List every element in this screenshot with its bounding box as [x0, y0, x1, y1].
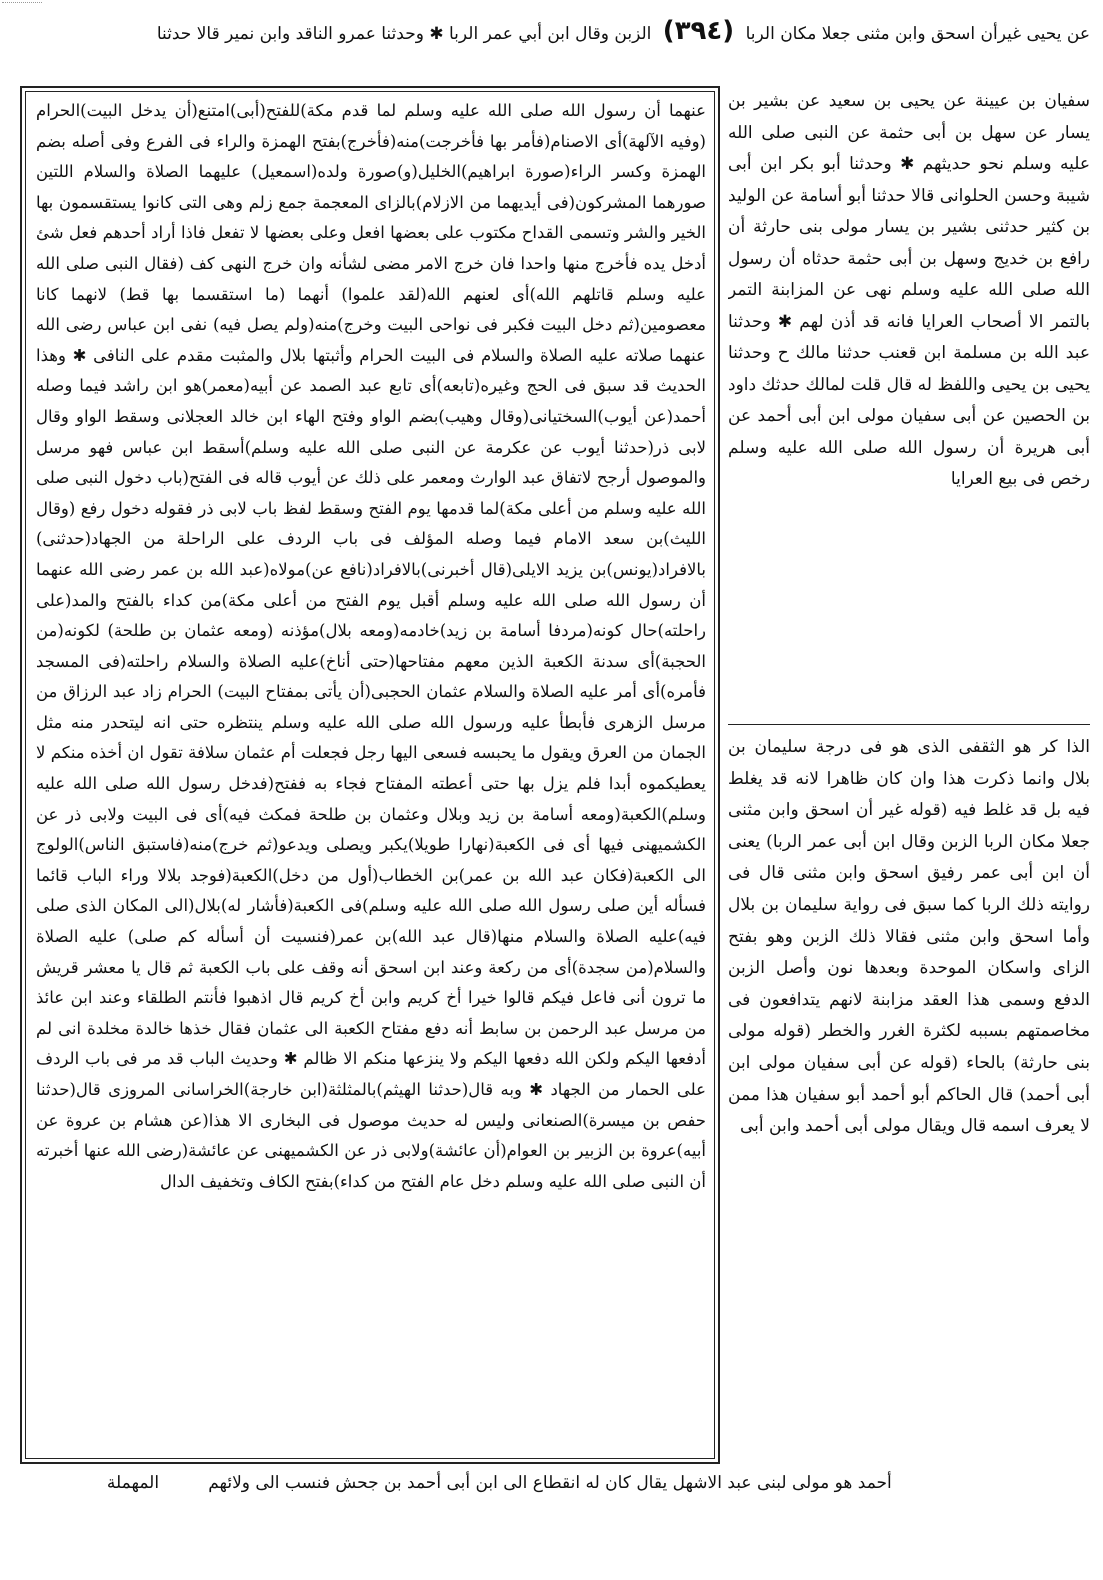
page-number: (٣٩٤)	[662, 16, 735, 46]
header-left-text: الزبن وقال ابن أبي عمر الربا ✱ وحدثنا عمرو الناقد وابن نمير قالا حدثنا	[156, 24, 652, 44]
catchword: المهملة	[106, 1473, 160, 1493]
side-commentary-paragraph: الذا كر هو الثقفى الذى هو فى درجة سليمان بن بلال وانما ذكرت هذا وان كان ظاهرا لانه قد يغلط فيه بل قد غلط فيه (قوله غير أن اسحق وابن مثنى جعلا مكان الربا الزبن وقال ابن أبى عمر الربا) يعنى أن ابن أبى عمر رفيق اسحق وابن مثنى قال فى روايته ذلك الربا كما سبق فى رواية سليمان بن بلال وأما اسحق وابن مثنى فقالا ذلك الزبن وهو بفتح الزاى واسكان الموحدة وبعدها نون وأصل الزبن الدفع وسمى هذا العقد مزابنة لانهم يتدافعون فى مخاصمتهم بسببه لكثرة الغرر والخطر (قوله مولى بنى حارثة) بالحاء (قوله عن أبى سفيان مولى ابن أبى أحمد) قال الحاكم أبو أحمد أبو سفيان هذا ممن لا يعرف اسمه قال ويقال مولى أبى أحمد وابن أبى	[728, 737, 1090, 1137]
footer-text: أحمد هو مولى لبنى عبد الاشهل يقال كان له انقطاع الى ابن أبى أحمد بن جحش فنسب الى ولائهم	[208, 1473, 892, 1493]
hadith-text-block	[728, 86, 1090, 718]
main-commentary-frame	[20, 86, 720, 1464]
side-commentary-block	[728, 732, 1090, 1462]
main-commentary-text	[36, 96, 706, 1456]
section-divider	[728, 724, 1090, 725]
scan-corner-mark	[2, 2, 42, 13]
header-right-text: عن يحيى غيرأن اسحق وابن مثنى جعلا مكان الربا	[745, 24, 1090, 44]
hadith-paragraph: سفيان بن عيينة عن يحيى بن سعيد عن بشير بن يسار عن سهل بن أبى حثمة عن النبى صلى الله عليه وسلم نحو حديثهم ✱ وحدثنا أبو بكر ابن أبى شيبة وحسن الحلوانى قالا حدثنا أبو أسامة عن الوليد بن كثير حدثنى بشير بن يسار مولى بنى حارثة أن رافع بن خديج وسهل بن أبى حثمة حدثاه أن رسول الله صلى الله عليه وسلم نهى عن المزابنة التمر بالتمر الا أصحاب العرايا فانه قد أذن لهم ✱ وحدثنا عبد الله بن مسلمة ابن قعنب حدثنا مالك ح وحدثنا يحيى بن يحيى واللفظ له قال قلت لمالك حدثك داود بن الحصين عن أبى سفيان مولى ابن أبى أحمد عن أبى هريرة أن رسول الله صلى الله عليه وسلم رخص فى بيع العرايا	[728, 91, 1090, 489]
main-commentary-paragraph: عنهما أن رسول الله صلى الله عليه وسلم لما قدم مكة)للفتح(أبى)امتنع(أن يدخل البيت)الحرام (وفيه الآلهة)أى الاصنام(فأمر بها فأخرجت)منه(فأخرج)بفتح الهمزة والراء فى الفرع وفى أصله بضم الهمزة وكسر الراء(صورة ابراهيم)الخليل(و)صورة ولده(اسمعيل) عليهما الصلاة والسلام اللتين صورهما المشركون(فى أيديهما من الازلام)بالزاى المعجمة جمع زلم وهى التى كانوا يستقسمون بها الخير والشر وتسمى القداح مكتوب على بعضها افعل وعلى بعضها لا تفعل فاذا أراد أحدهم فعل شئ أدخل يده فأخرج منها واحدا فان خرج الامر مضى لشأنه وان خرج النهى كف (فقال النبى صلى الله عليه وسلم قاتلهم الله)أى لعنهم الله(لقد علموا) أنهما (ما استقسما بها قط) لانهما كانا معصومين(ثم دخل البيت فكبر فى نواحى البيت وخرج)منه(ولم يصل فيه) نفى ابن عباس رضى الله عنهما صلاته عليه الصلاة والسلام فى البيت الحرام وأثبتها بلال والمثبت مقدم على النافى ✱ وهذا الحديث قد سبق فى الحج وغيره(تابعه)أى تابع عبد الصمد عن أبيه(معمر)هو ابن راشد فيما وصله أحمد(عن أيوب)السختيانى(وقال وهيب)بضم الواو وفتح الهاء ابن خالد العجلانى وسقط الواو وقال لابى ذر(حدثنا أيوب عن عكرمة عن النبى صلى الله عليه وسلم)أسقط ابن عباس فهو مرسل والموصول أرجح لاتفاق عبد الوارث ومعمر على ذلك عن أيوب قاله فى الفتح(باب دخول النبى صلى الله عليه وسلم من أعلى مكة)لما قدمها يوم الفتح وسقط لفظ باب لابى ذر فقوله دخول رفع (وقال الليث)بن سعد الامام فيما وصله المؤلف فى باب الردف على الراحلة من الجهاد(حدثنى) بالافراد(يونس)بن يزيد الايلى(قال أخبرنى)بالافراد(نافع عن)مولاه(عبد الله بن عمر رضى الله عنهما أن رسول الله صلى الله عليه وسلم أقبل يوم الفتح من أعلى مكة)من كداء بالفتح والمد(على راحلته)حال كونه(مردفا أسامة بن زيد)خادمه(ومعه بلال)مؤذنه (ومعه عثمان بن طلحة) لكونه(من الحجبة)أى سدنة الكعبة الذين معهم مفتاحها(حتى أناخ)عليه الصلاة والسلام راحلته(فى المسجد فأمره)أى أمر عليه الصلاة والسلام عثمان الحجبى(أن يأتى بمفتاح البيت) الحرام زاد عبد الرزاق من مرسل الزهرى فأبطأ عليه ورسول الله صلى الله عليه وسلم ينتظره حتى انه ليتحدر منه مثل الجمان من العرق ويقول ما يحبسه فسعى اليها رجل فجعلت أم عثمان سلافة تقول ان أخذه منكم لا يعطيكموه أبدا فلم يزل بها حتى أعطته المفتاح فجاء به ففتح(فدخل رسول الله صلى الله عليه وسلم)الكعبة(ومعه أسامة بن زيد وبلال وعثمان بن طلحة فمكث فيه)أى فى البيت ولابى ذر عن الكشميهنى فيها أى فى الكعبة(نهارا طويلا)يكبر ويصلى ويدعو(ثم خرج)منه(فاستبق الناس)الولوج الى الكعبة(فكان عبد الله بن عمر)بن الخطاب(أول من دخل)الكعبة(فوجد بلالا وراء الباب قائما فسأله أين صلى رسول الله صلى الله عليه وسلم)فى الكعبة(فأشار له)بلال(الى المكان الذى صلى فيه)عليه الصلاة والسلام منها(قال عبد الله)بن عمر(فنسيت أن أسأله كم صلى) عليه الصلاة والسلام(من سجدة)أى من ركعة وعند ابن اسحق أنه وقف على باب الكعبة ثم قال يا معشر قريش ما ترون أنى فاعل فيكم قالوا خيرا أخ كريم وابن أخ كريم قال اذهبوا فأنتم الطلقاء وعند ابن عائذ من مرسل عبد الرحمن بن سابط أنه دفع مفتاح الكعبة الى عثمان فقال خذها خالدة مخلدة انى لم أدفعها اليكم ولكن الله دفعها اليكم ولا ينزعها منكم الا ظالم ✱ وحديث الباب قد مر فى باب الردف على الحمار من الجهاد ✱ وبه قال(حدثنا الهيثم)بالمثلثة(ابن خارجة)الخراسانى المروزى قال(حدثنا حفص بن ميسرة)الصنعانى وليس له حديث موصول فى البخارى الا هذا(عن هشام بن عروة عن أبيه)عروة بن الزبير بن العوام(أن عائشة)ولابى ذر عن الكشميهنى عن عائشة(رضى الله عنها أخبرته أن النبى صلى الله عليه وسلم دخل عام الفتح من كداء)بفتح الكاف وتخفيف الدال	[36, 101, 706, 1191]
side-column	[728, 86, 1090, 1464]
page-header	[10, 18, 1090, 76]
